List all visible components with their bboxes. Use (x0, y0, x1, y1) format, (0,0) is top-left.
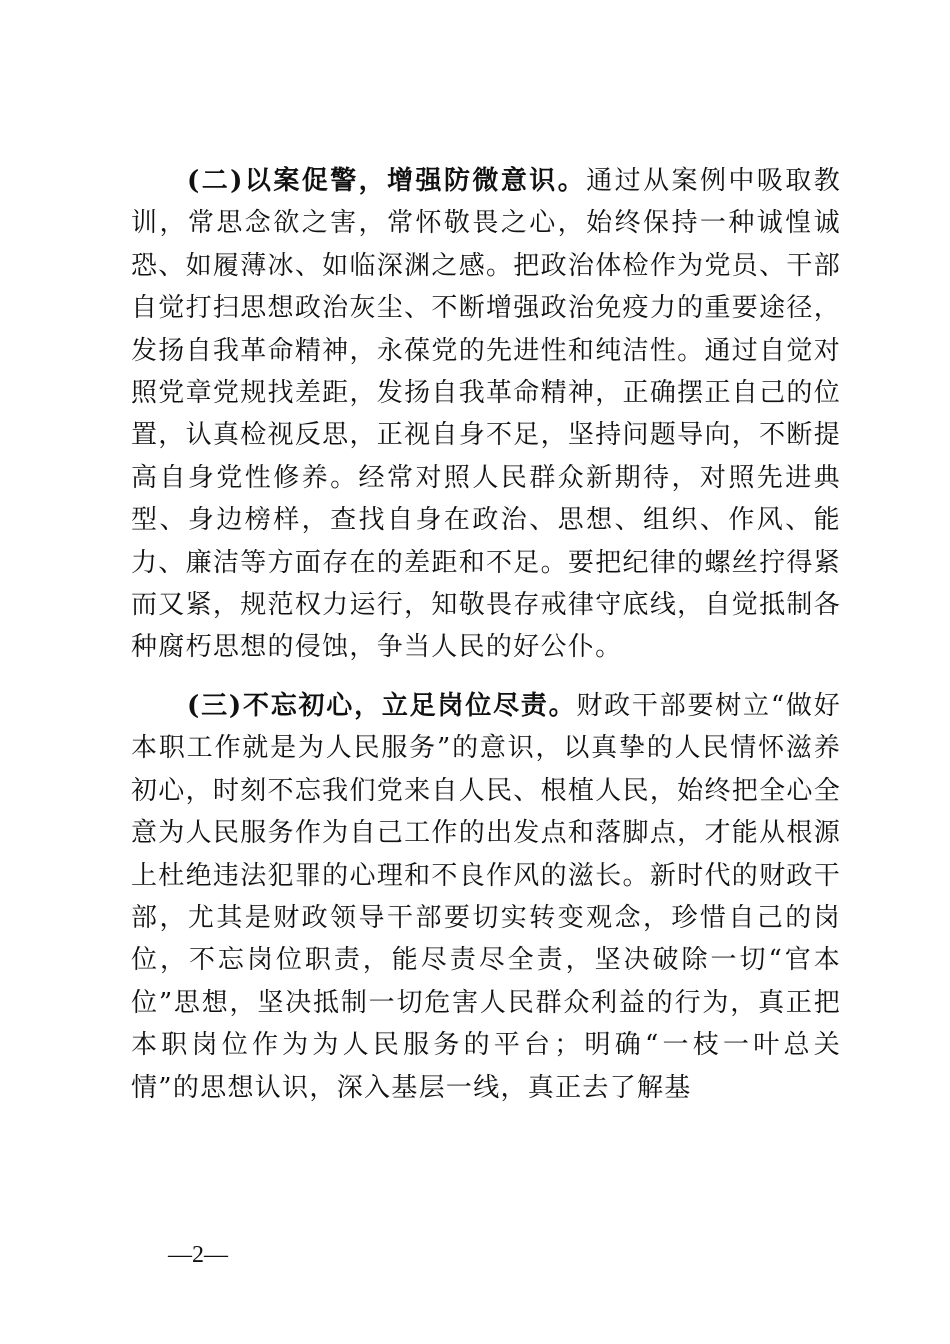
section-heading-3: (三)不忘初心，立足岗位尽责。 (187, 690, 577, 721)
paragraph-2 (131, 160, 841, 669)
section-heading-2: (二)以案促警，增强防微意识。 (187, 166, 587, 196)
paragraph-text-3: 财政干部要树立“做好本职工作就是为人民服务”的意识，以真挚的人民情怀滋养初心，时刻不忘我们党来自人民、根植人民，始终把全心全意为人民服务作为自己工作的出发点和落脚点，才能从根源上杜绝违法犯罪的心理和不良作风的滋长。新时代的财政干部，尤其是财政领导干部要切实转变观念，珍惜自己的岗位，不忘岗位职责，能尽责尽全责，坚决破除一切“官本位”思想，坚决抵制一切危害人民群众利益的行为，真正把本职岗位作为为人民服务的平台；明确“一枝一叶总关情”的思想认识，深入基层一线，真正去了解基 (131, 690, 841, 1103)
paragraph-3 (131, 685, 841, 1109)
page-number: —2— (168, 1242, 228, 1268)
paragraph-text-2: 通过从案例中吸取教训，常思念欲之害，常怀敬畏之心，始终保持一种诚惶诚恐、如履薄冰、如临深渊之感。把政治体检作为党员、干部自觉打扫思想政治灰尘、不断增强政治免疫力的重要途径，发扬自我革命精神，永葆党的先进性和纯洁性。通过自觉对照党章党规找差距，发扬自我革命精神，正确摆正自己的位置，认真检视反思，正视自身不足，坚持问题导向，不断提高自身党性修养。经常对照人民群众新期待，对照先进典型、身边榜样，查找自身在政治、思想、组织、作风、能力、廉洁等方面存在的差距和不足。要把纪律的螺丝拧得紧而又紧，规范权力运行，知敬畏存戒律守底线，自觉抵制各种腐朽思想的侵蚀，争当人民的好公仆。 (131, 166, 841, 663)
body-text (131, 160, 841, 1109)
